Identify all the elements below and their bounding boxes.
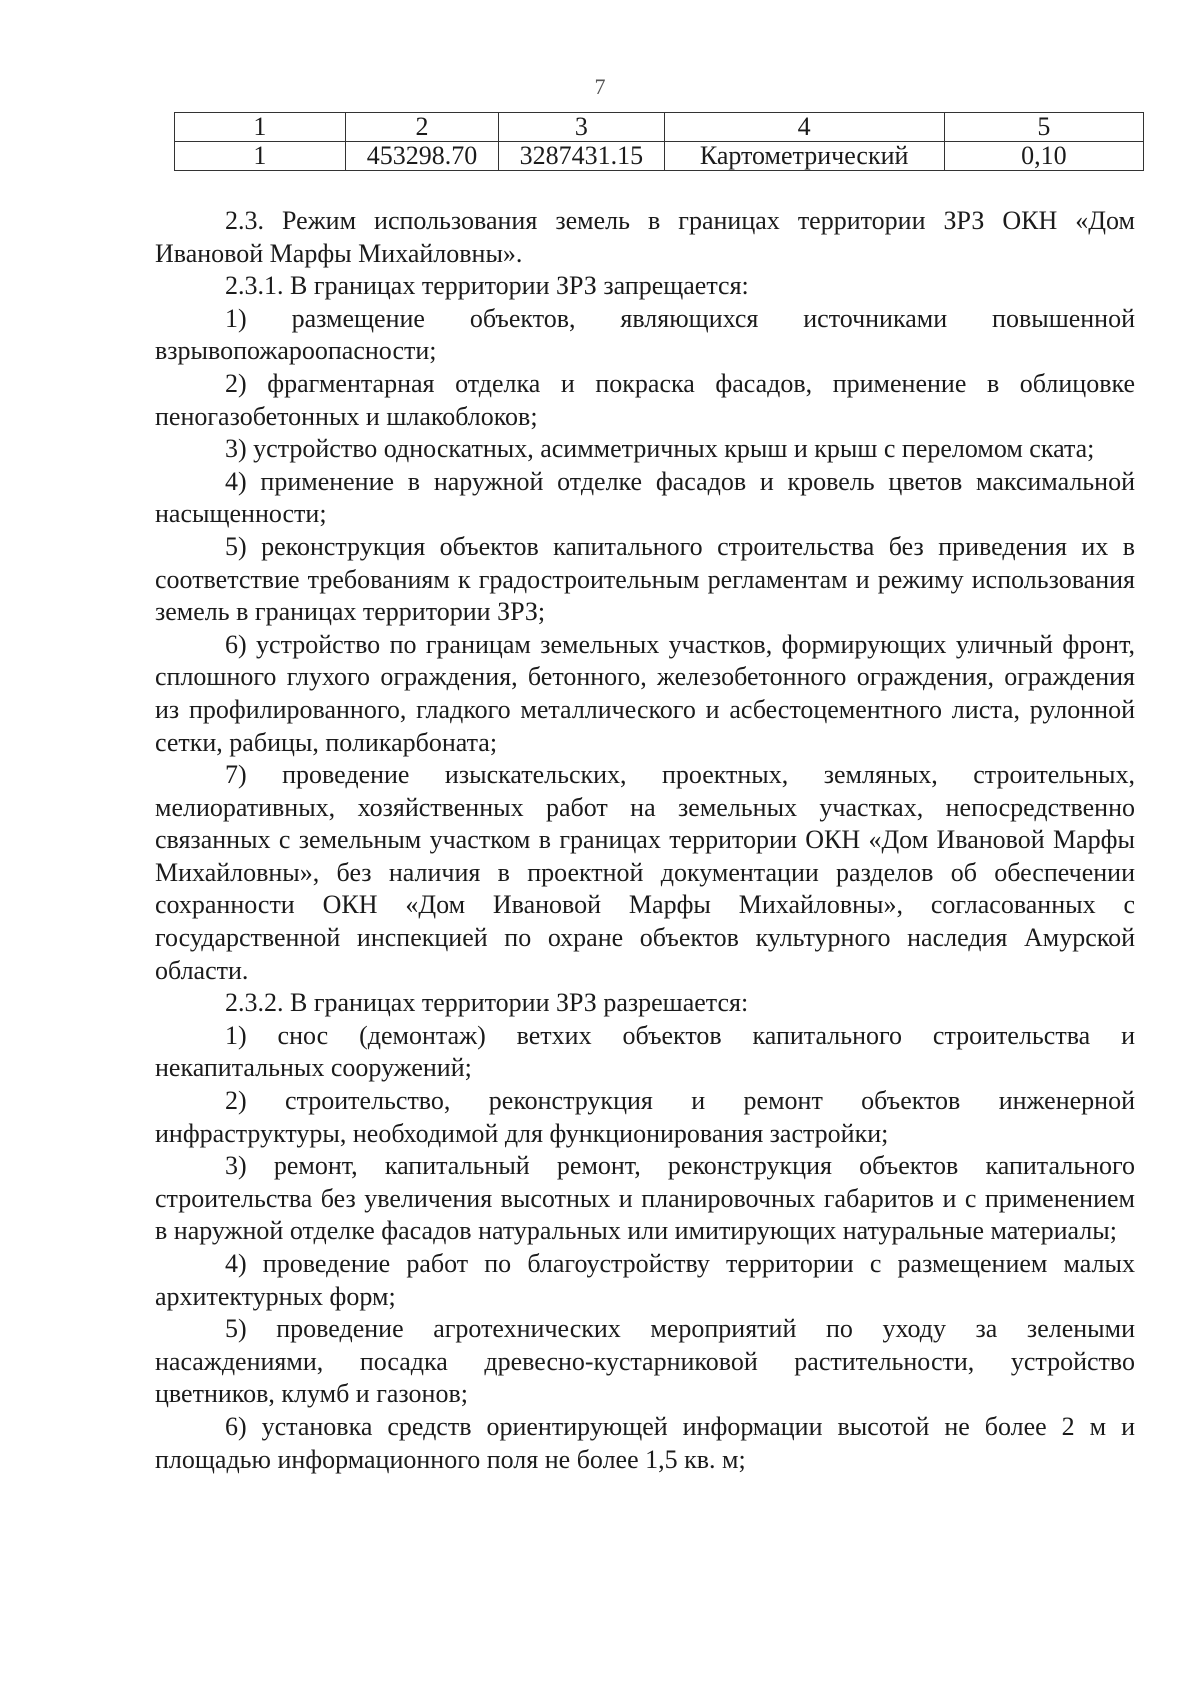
list-item: 5) проведение агротехнических мероприятий по уходу за зелеными насаждениями, посадка древесно-кустарниковой растительности, устройство цветников, клумб и газонов; [155, 1314, 1135, 1409]
table-header-cell: 5 [944, 113, 1143, 142]
list-item: 1) размещение объектов, являющихся источниками повышенной взрывопожароопасности; [155, 303, 1135, 366]
page-number: 7 [594, 74, 606, 99]
list-item: 1) снос (демонтаж) ветхих объектов капитального строительства и некапитальных сооружений; [155, 1020, 1135, 1083]
table-cell: 453298.70 [345, 142, 498, 171]
list-item: 6) устройство по границам земельных участков, формирующих уличный фронт, сплошного глухого ограждения, бетонного, железобетонного ограждения, ограждения из профилированного, гладкого металлического и асбестоцементного листа, рулонной сетки, рабицы, поликарбоната; [155, 629, 1135, 757]
table-header-row [175, 113, 1144, 142]
table-row [175, 142, 1144, 171]
list-item: 4) проведение работ по благоустройству территории с размещением малых архитектурных форм; [155, 1249, 1135, 1311]
list-item: 2) строительство, реконструкция и ремонт объектов инженерной инфраструктуры, необходимой для функционирования застройки; [155, 1086, 1135, 1148]
subsection-heading: 2.3.1. В границах территории ЗРЗ запрещается: [225, 271, 749, 301]
table-header-cell: 3 [499, 113, 664, 142]
list-item: 5) реконструкция объектов капитального строительства без приведения их в соответствие требованиям к градостроительным регламентам и режиму использования земель в границах территории ЗРЗ; [155, 531, 1135, 627]
subsection-heading: 2.3.2. В границах территории ЗРЗ разрешается: [225, 988, 749, 1018]
section-heading: 2.3. Режим использования земель в границах территории ЗРЗ ОКН «Дом Ивановой Марфы Михайловны». [155, 206, 1135, 268]
list-item: 2) фрагментарная отделка и покраска фасадов, применение в облицовке пеногазобетонных и шлакоблоков; [155, 368, 1135, 431]
coordinates-table [174, 112, 1144, 171]
table-header-cell: 2 [345, 113, 498, 142]
document-body [155, 205, 1135, 1476]
list-item: 7) проведение изыскательских, проектных, земляных, строительных, мелиоративных, хозяйственных работ на земельных участках, непосредственно связанных с земельным участком в границах территории ОКН «Дом Ивановой Марфы Михайловны», без наличия в проектной документации разделов об обеспечении сохранности ОКН «Дом Ивановой Марфы Михайловны», согласованных с государственной инспекцией по охране объектов культурного наследия Амурской области. [155, 760, 1135, 985]
table-cell: 3287431.15 [499, 142, 664, 171]
table-cell: Картометрический [664, 142, 944, 171]
list-item: 3) ремонт, капитальный ремонт, реконструкция объектов капитального строительства без увеличения высотных и планировочных габаритов и с применением в наружной отделке фасадов натуральных или имитирующих натуральные материалы; [155, 1151, 1135, 1246]
table-header-cell: 4 [664, 113, 944, 142]
list-item: 4) применение в наружной отделке фасадов и кровель цветов максимальной насыщенности; [155, 466, 1135, 529]
table-cell: 0,10 [944, 142, 1143, 171]
list-item: 6) установка средств ориентирующей информации высотой не более 2 м и площадью информационного поля не более 1,5 кв. м; [155, 1411, 1135, 1474]
table-cell: 1 [175, 142, 346, 171]
list-item: 3) устройство односкатных, асимметричных крыш и крыш с переломом ската; [225, 434, 1095, 464]
table-header-cell: 1 [175, 113, 346, 142]
